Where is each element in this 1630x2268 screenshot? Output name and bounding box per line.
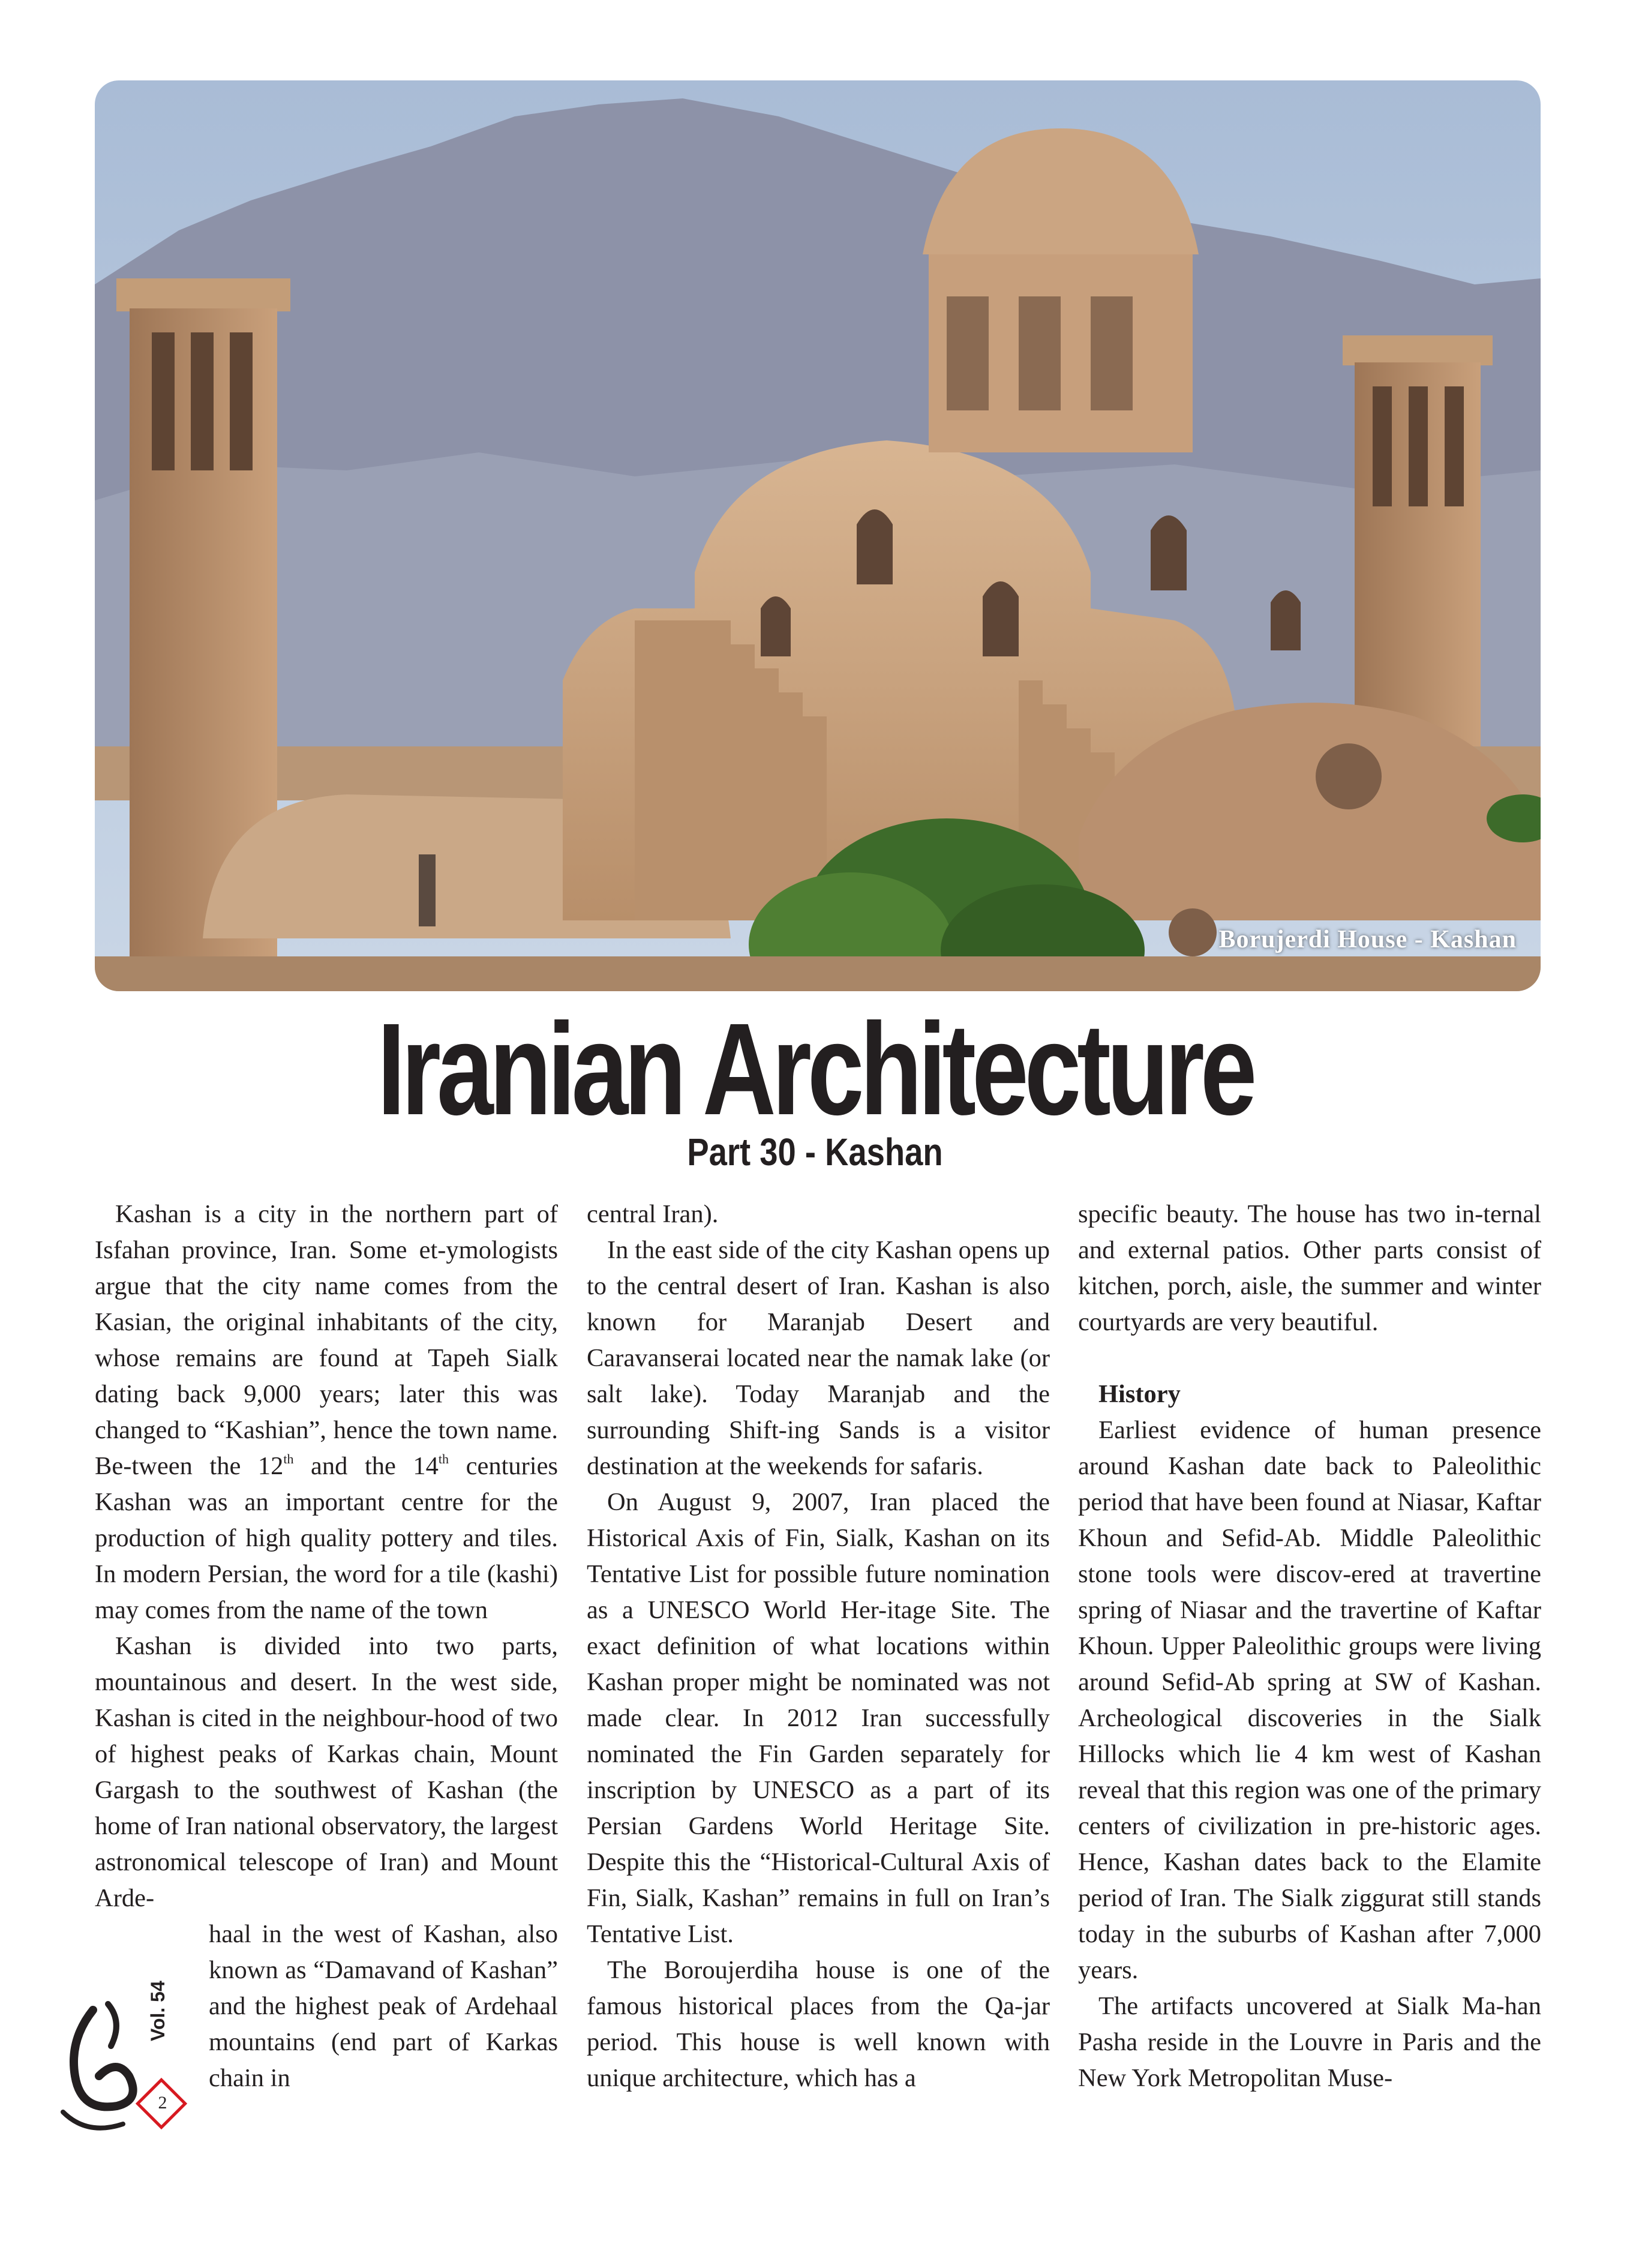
paragraph: Earliest evidence of human presence around Kashan date back to Paleolithic period that have been found at Niasar, Kaftar Khoun and Sefid-Ab. Middle Paleolithic stone tools were discov-ered at travertine spring of Niasar and the travertine of Kaftar Khoun. Upper Paleolithic groups were living around Sefid-Ab spring at SW of Kashan. Archeological discoveries in the Sialk Hillocks which lie 4 km west of Kashan reveal that this region was one of the primary centers of civilization in pre-historic ages. Hence, Kashan dates back to the Elamite period of Iran. The Sialk ziggurat still stands today in the suburbs of Kashan after 7,000 years.	[1078, 1416, 1541, 1984]
calligraphy-swash	[63, 2112, 123, 2128]
article-title: Iranian Architecture	[377, 997, 1253, 1142]
column-3	[1078, 1196, 1541, 2096]
paragraph: Kashan is divided into two parts, mountainous and desert. In the west side, Kashan is cited in the neighbour-hood of two of highest peaks of Karkas chain, Mount Gargash to the southwest of Kashan (the home of Iran national observatory, the largest astronomical telescope of Iran) and Mount Arde-	[95, 1632, 558, 1912]
ground	[95, 956, 1541, 991]
spacer	[1078, 1340, 1541, 1376]
photo-caption: Borujerdi House - Kashan	[1218, 926, 1517, 953]
paragraph: The Boroujerdiha house is one of the famous historical places from the Qa-jar period. This house is well known with unique architecture, which has a	[587, 1956, 1050, 2092]
paragraph-continuation: central Iran).	[587, 1200, 719, 1228]
calligraphy-stroke	[108, 2004, 116, 2046]
article-subtitle: Part 30 - Kashan	[687, 1130, 943, 1174]
section-heading: History	[1098, 1380, 1181, 1408]
hero-photo	[95, 80, 1541, 991]
paragraph: Kashan is a city in the northern part of Isfahan province, Iran. Some et-ymologists argue that the city name comes from the Kasian, the original inhabitants of the city, whose remains are found at Tapeh Sialk dating back 9,000 years; later this was changed to “Kashian”, hence the town name. Be-tween the 12th and the 14th centuries Kashan was an important centre for the production of high quality pottery and tiles. In modern Persian, the word for a tile (kashi) may comes from the name of the town	[95, 1200, 558, 1624]
right-wind-tower	[1343, 335, 1493, 746]
paragraph-continuation: specific beauty. The house has two in-ternal and external patios. Other parts consist of kitchen, porch, aisle, the summer and winter courtyards are very beautiful.	[1078, 1200, 1541, 1336]
column-2	[587, 1196, 1050, 2096]
paragraph: On August 9, 2007, Iran placed the Historical Axis of Fin, Sialk, Kashan on its Tentative List for possible future nomination as a UNESCO World Her-itage Site. The exact definition of what locations within Kashan proper might be nominated was not made clear. In 2012 Iran successfully nominated the Fin Garden separately for inscription by UNESCO as a part of its Persian Gardens World Heritage Site. Despite this the “Historical-Cultural Axis of Fin, Sialk, Kashan” remains in full on Iran’s Tentative List.	[587, 1488, 1050, 1948]
volume-label: Vol. 54	[147, 1981, 169, 2041]
paragraph: In the east side of the city Kashan opens up to the central desert of Iran. Kashan is also known for Maranjab Desert and Caravanserai located near the namak lake (or salt lake). Today Maranjab and the surrounding Shift-ing Sands is a visitor destination at the weekends for safaris.	[587, 1236, 1050, 1480]
paragraph-continuation: haal in the west of Kashan, also known as “Damavand of Kashan” and the highest peak of Ardehaal mountains (end part of Karkas chain in	[209, 1920, 558, 2092]
magazine-logo	[51, 1986, 207, 2166]
calligraphy-mark	[74, 2010, 133, 2107]
column-1	[95, 1196, 558, 2096]
page-number: 2	[158, 2093, 167, 2113]
chimney	[419, 854, 436, 926]
borujerdi-house-illustration	[95, 80, 1541, 991]
paragraph: The artifacts uncovered at Sialk Ma-han Pasha reside in the Louvre in Paris and the New York Metropolitan Muse-	[1078, 1992, 1541, 2092]
